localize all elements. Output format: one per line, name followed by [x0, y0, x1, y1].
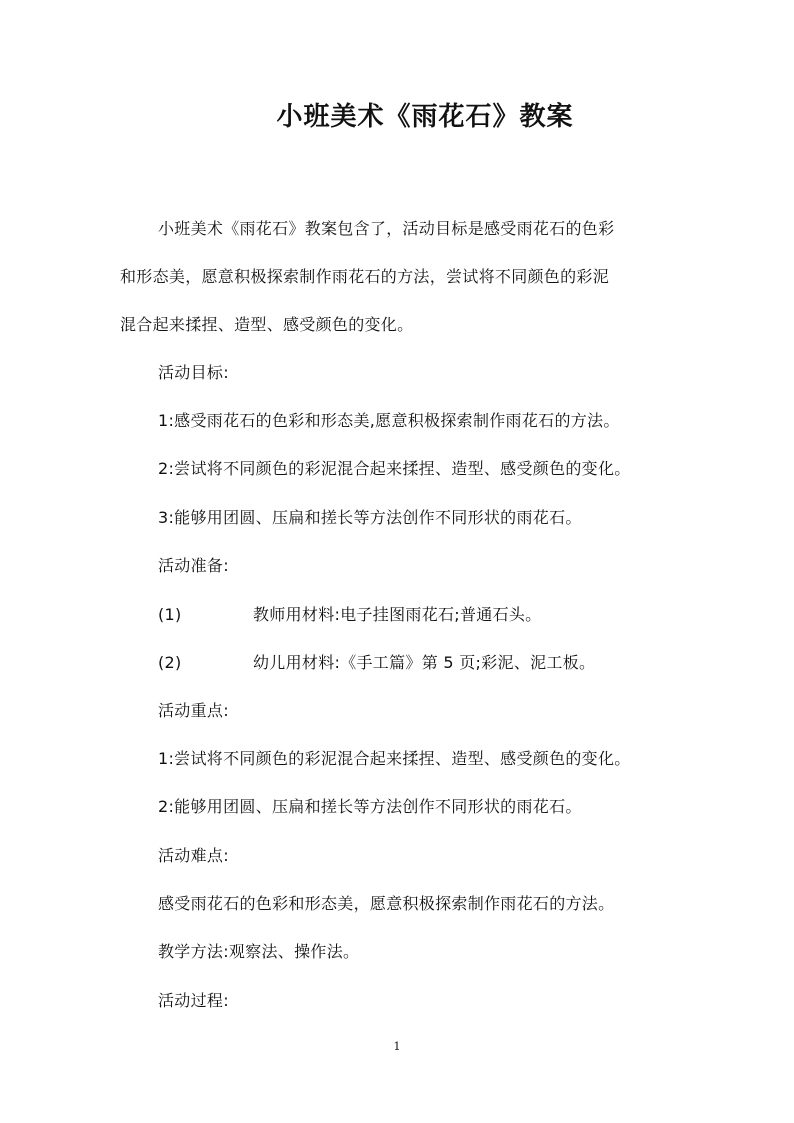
- process-heading: 活动过程:: [158, 991, 229, 1010]
- page-title: 小班美术《雨花石》教案: [276, 102, 574, 132]
- prep-item: [158, 652, 595, 674]
- prep-item-text: 教师用材料:电子挂图雨花石;普通石头。: [253, 605, 542, 624]
- difficulty-heading: 活动难点:: [158, 846, 229, 865]
- prep-item-number: (2): [158, 653, 182, 672]
- prep-item-number: (1): [158, 605, 182, 624]
- intro-line: 小班美术《雨花石》教案包含了，活动目标是感受雨花石的色彩: [158, 219, 615, 238]
- key-points-heading: 活动重点:: [158, 701, 229, 720]
- intro-line: 混合起来揉捏、造型、感受颜色的变化。: [120, 315, 414, 334]
- goal-item: 1:感受雨花石的色彩和形态美,愿意积极探索制作雨花石的方法。: [158, 411, 620, 430]
- prep-item: [158, 604, 541, 626]
- key-point-item: 1:尝试将不同颜色的彩泥混合起来揉捏、造型、感受颜色的变化。: [158, 749, 631, 768]
- prep-heading: 活动准备:: [158, 556, 229, 575]
- difficulty-text: 感受雨花石的色彩和形态美，愿意积极探索制作雨花石的方法。: [158, 894, 615, 913]
- goal-item: 3:能够用团圆、压扁和搓长等方法创作不同形状的雨花石。: [158, 508, 582, 527]
- intro-line: 和形态美，愿意积极探索制作雨花石的方法，尝试将不同颜色的彩泥: [120, 267, 610, 286]
- teaching-method: 教学方法:观察法、操作法。: [158, 942, 360, 961]
- key-point-item: 2:能够用团圆、压扁和搓长等方法创作不同形状的雨花石。: [158, 797, 582, 816]
- goals-heading: 活动目标:: [158, 363, 229, 382]
- prep-item-text: 幼儿用材料:《手工篇》第 5 页;彩泥、泥工板。: [253, 653, 596, 672]
- page-number: 1: [393, 1040, 401, 1053]
- goal-item: 2:尝试将不同颜色的彩泥混合起来揉捏、造型、感受颜色的变化。: [158, 459, 631, 478]
